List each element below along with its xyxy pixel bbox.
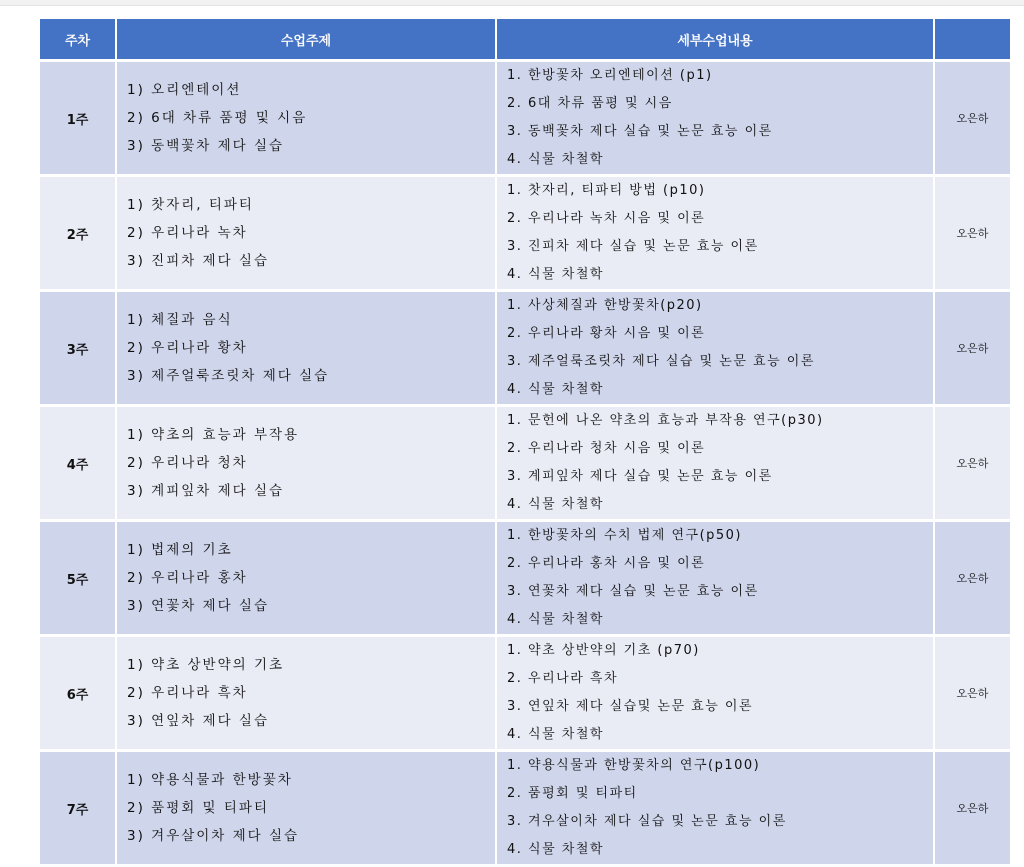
topic-item: 2) 우리나라 황차 — [127, 340, 248, 356]
topic-list — [117, 536, 495, 620]
detail-item: 2. 우리나라 황차 시음 및 이론 — [507, 326, 706, 341]
week-cell: 5주 — [40, 521, 116, 636]
table-row — [40, 751, 1010, 866]
instructor-cell: 오은하 — [934, 176, 1010, 291]
topic-item: 1) 찻자리, 티파티 — [127, 197, 254, 213]
topic-cell — [116, 751, 496, 866]
topic-item: 3) 연잎차 제다 실습 — [127, 713, 270, 729]
detail-item: 2. 품평회 및 티파티 — [507, 786, 638, 801]
detail-item: 3. 제주얼룩조릿차 제다 실습 및 논문 효능 이론 — [507, 354, 815, 369]
topic-list — [117, 421, 495, 505]
detail-item: 1. 사상체질과 한방꽃차(p20) — [507, 298, 703, 313]
detail-list — [497, 752, 933, 864]
table-row — [40, 176, 1010, 291]
detail-item: 2. 우리나라 홍차 시음 및 이론 — [507, 556, 706, 571]
detail-item: 3. 연잎차 제다 실습및 논문 효능 이론 — [507, 699, 754, 714]
topic-item: 3) 진피차 제다 실습 — [127, 253, 270, 269]
week-cell: 6주 — [40, 636, 116, 751]
topic-cell — [116, 61, 496, 176]
table-row — [40, 406, 1010, 521]
detail-item: 3. 겨우살이차 제다 실습 및 논문 효능 이론 — [507, 814, 787, 829]
detail-item: 2. 우리나라 청차 시음 및 이론 — [507, 441, 706, 456]
topic-cell — [116, 521, 496, 636]
detail-item: 4. 식물 차철학 — [507, 152, 604, 167]
detail-item: 1. 약초 상반약의 기초 (p70) — [507, 643, 700, 658]
detail-item: 1. 문헌에 나온 약초의 효능과 부작용 연구(p30) — [507, 413, 824, 428]
week-cell: 4주 — [40, 406, 116, 521]
week-cell: 7주 — [40, 751, 116, 866]
instructor-cell: 오은하 — [934, 521, 1010, 636]
detail-list — [497, 292, 933, 404]
detail-item: 3. 계피잎차 제다 실습 및 논문 효능 이론 — [507, 469, 773, 484]
topic-item: 2) 우리나라 청차 — [127, 455, 248, 471]
header-detail: 세부수업내용 — [496, 19, 934, 61]
detail-item: 2. 우리나라 녹차 시음 및 이론 — [507, 211, 706, 226]
topic-list — [117, 76, 495, 160]
topic-item: 2) 우리나라 흑차 — [127, 685, 248, 701]
topic-item: 1) 약초 상반약의 기초 — [127, 657, 285, 673]
detail-item: 4. 식물 차철학 — [507, 727, 604, 742]
topic-item: 1) 오리엔테이션 — [127, 82, 242, 98]
topic-item: 3) 동백꽃차 제다 실습 — [127, 138, 285, 154]
detail-list — [497, 62, 933, 174]
header-teacher — [934, 19, 1010, 61]
topic-item: 3) 계피잎차 제다 실습 — [127, 483, 285, 499]
table-row — [40, 636, 1010, 751]
detail-item: 4. 식물 차철학 — [507, 612, 604, 627]
detail-list — [497, 407, 933, 519]
topic-item: 3) 겨우살이차 제다 실습 — [127, 828, 300, 844]
detail-item: 4. 식물 차철학 — [507, 267, 604, 282]
topic-item: 2) 우리나라 녹차 — [127, 225, 248, 241]
detail-item: 2. 6대 차류 품평 및 시음 — [507, 96, 673, 111]
header-topic: 수업주제 — [116, 19, 496, 61]
topic-list — [117, 766, 495, 850]
detail-item: 1. 찻자리, 티파티 방법 (p10) — [507, 183, 706, 198]
instructor-cell: 오은하 — [934, 406, 1010, 521]
detail-list — [497, 637, 933, 749]
detail-item: 1. 약용식물과 한방꽃차의 연구(p100) — [507, 758, 761, 773]
detail-item: 2. 우리나라 흑차 — [507, 671, 619, 686]
topic-item: 1) 약초의 효능과 부작용 — [127, 427, 300, 443]
detail-item: 4. 식물 차철학 — [507, 382, 604, 397]
instructor-cell: 오은하 — [934, 291, 1010, 406]
topic-item: 1) 법제의 기초 — [127, 542, 233, 558]
table-header-row — [40, 19, 1010, 61]
topic-list — [117, 651, 495, 735]
topic-item: 3) 연꽃차 제다 실습 — [127, 598, 270, 614]
detail-cell — [496, 751, 934, 866]
topic-item: 2) 품평회 및 티파티 — [127, 800, 270, 816]
course-schedule-table — [40, 19, 1010, 867]
detail-item: 1. 한방꽃차의 수치 법제 연구(p50) — [507, 528, 743, 543]
detail-cell — [496, 406, 934, 521]
top-edge-bar — [0, 0, 1024, 6]
detail-item: 4. 식물 차철학 — [507, 842, 604, 857]
week-cell: 3주 — [40, 291, 116, 406]
detail-cell — [496, 61, 934, 176]
topic-item: 1) 체질과 음식 — [127, 312, 233, 328]
instructor-cell: 오은하 — [934, 636, 1010, 751]
detail-cell — [496, 521, 934, 636]
week-cell: 1주 — [40, 61, 116, 176]
topic-item: 2) 우리나라 홍차 — [127, 570, 248, 586]
detail-item: 3. 연꽃차 제다 실습 및 논문 효능 이론 — [507, 584, 759, 599]
week-cell: 2주 — [40, 176, 116, 291]
detail-list — [497, 522, 933, 634]
topic-item: 1) 약용식물과 한방꽃차 — [127, 772, 293, 788]
detail-list — [497, 177, 933, 289]
detail-item: 3. 동백꽃차 제다 실습 및 논문 효능 이론 — [507, 124, 773, 139]
detail-cell — [496, 291, 934, 406]
topic-cell — [116, 406, 496, 521]
topic-item: 2) 6대 차류 품평 및 시음 — [127, 110, 308, 126]
table-row — [40, 61, 1010, 176]
instructor-cell: 오은하 — [934, 61, 1010, 176]
detail-cell — [496, 176, 934, 291]
topic-cell — [116, 636, 496, 751]
detail-item: 3. 진피차 제다 실습 및 논문 효능 이론 — [507, 239, 759, 254]
topic-item: 3) 제주얼룩조릿차 제다 실습 — [127, 368, 330, 384]
detail-cell — [496, 636, 934, 751]
instructor-cell: 오은하 — [934, 751, 1010, 866]
header-week: 주차 — [40, 19, 116, 61]
topic-list — [117, 306, 495, 390]
topic-cell — [116, 291, 496, 406]
topic-cell — [116, 176, 496, 291]
table-row — [40, 291, 1010, 406]
topic-list — [117, 191, 495, 275]
detail-item: 1. 한방꽃차 오리엔테이션 (p1) — [507, 68, 713, 83]
detail-item: 4. 식물 차철학 — [507, 497, 604, 512]
table-row — [40, 521, 1010, 636]
